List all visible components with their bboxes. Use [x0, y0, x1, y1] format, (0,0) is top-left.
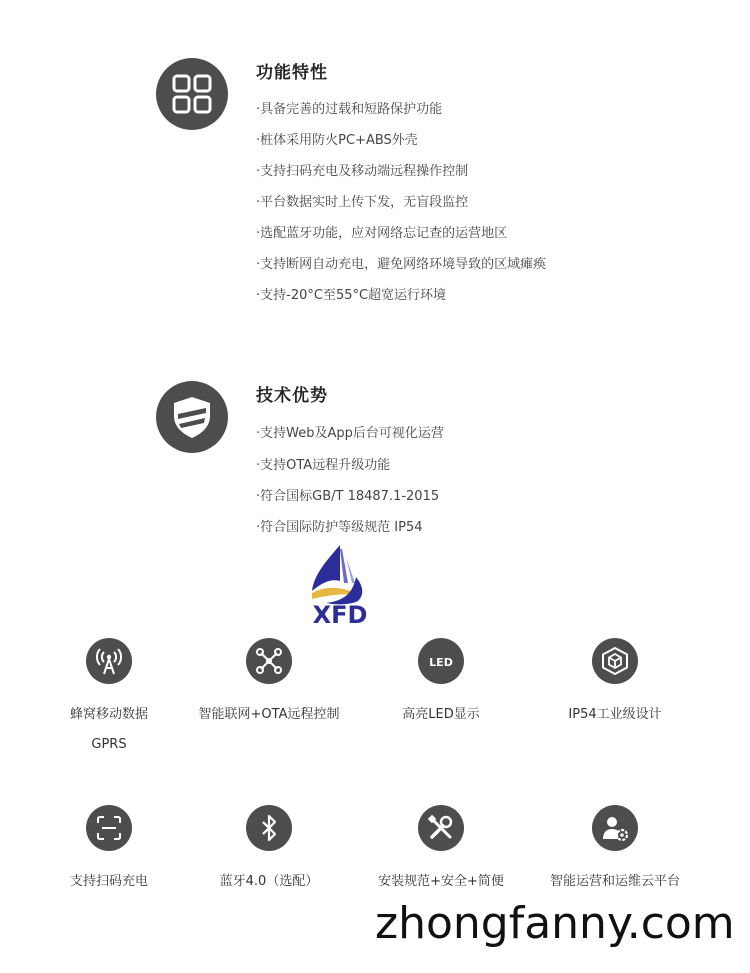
feature-label: 蓝牙4.0（选配） — [219, 874, 319, 889]
feature-label: 蜂窝移动数据 GPRS — [69, 707, 148, 752]
feature-label: 安装规范+安全+简便 — [378, 874, 504, 889]
cube-icon — [592, 638, 638, 684]
cellular-tower-icon — [86, 638, 132, 684]
feature-led — [356, 638, 526, 730]
section-title-advantages: 技术优势 — [256, 386, 328, 406]
feature-label: 支持扫码充电 — [69, 874, 148, 889]
watermark-text: zhongfanny.com — [375, 898, 735, 949]
feature-item: ·桩体采用防火PC+ABS外壳 — [256, 133, 418, 148]
feature-install — [356, 805, 526, 897]
shield-icon — [156, 381, 228, 453]
scan-icon — [86, 805, 132, 851]
feature-network — [184, 638, 354, 730]
svg-text:LED: LED — [429, 656, 453, 669]
feature-item: ·支持断网自动充电，避免网络环境导致的区域瘫痪 — [256, 257, 547, 272]
feature-item: ·支持-20°C至55°C超宽运行环境 — [256, 288, 447, 303]
feature-item: ·具备完善的过载和短路保护功能 — [256, 102, 443, 117]
feature-label: 智能运营和运维云平台 — [549, 874, 680, 889]
feature-label: 高亮LED显示 — [402, 707, 480, 722]
led-icon — [418, 638, 464, 684]
feature-item: ·支持扫码充电及移动端远程操作控制 — [256, 164, 469, 179]
feature-cellular — [24, 638, 194, 760]
feature-item: ·平台数据实时上传下发，无盲段监控 — [256, 195, 469, 210]
bluetooth-icon — [246, 805, 292, 851]
feature-label: 智能联网+OTA远程控制 — [198, 707, 340, 722]
xfd-logo — [300, 543, 380, 627]
feature-scan — [24, 805, 194, 897]
feature-bluetooth — [184, 805, 354, 897]
svg-text:XFD: XFD — [312, 601, 368, 627]
feature-cloud-platform — [530, 805, 700, 897]
advantage-item: ·符合国际防护等级规范 IP54 — [256, 520, 423, 535]
grid-icon — [156, 58, 228, 130]
user-gear-icon — [592, 805, 638, 851]
section-title-features: 功能特性 — [256, 63, 328, 83]
tools-icon — [418, 805, 464, 851]
advantage-item: ·支持Web及App后台可视化运营 — [256, 426, 444, 441]
advantage-item: ·符合国标GB/T 18487.1-2015 — [256, 489, 440, 504]
network-icon — [246, 638, 292, 684]
feature-ip54 — [530, 638, 700, 730]
feature-item: ·选配蓝牙功能，应对网络忘记查的运营地区 — [256, 226, 508, 241]
advantage-item: ·支持OTA远程升级功能 — [256, 458, 391, 473]
feature-label: IP54工业级设计 — [568, 707, 662, 722]
